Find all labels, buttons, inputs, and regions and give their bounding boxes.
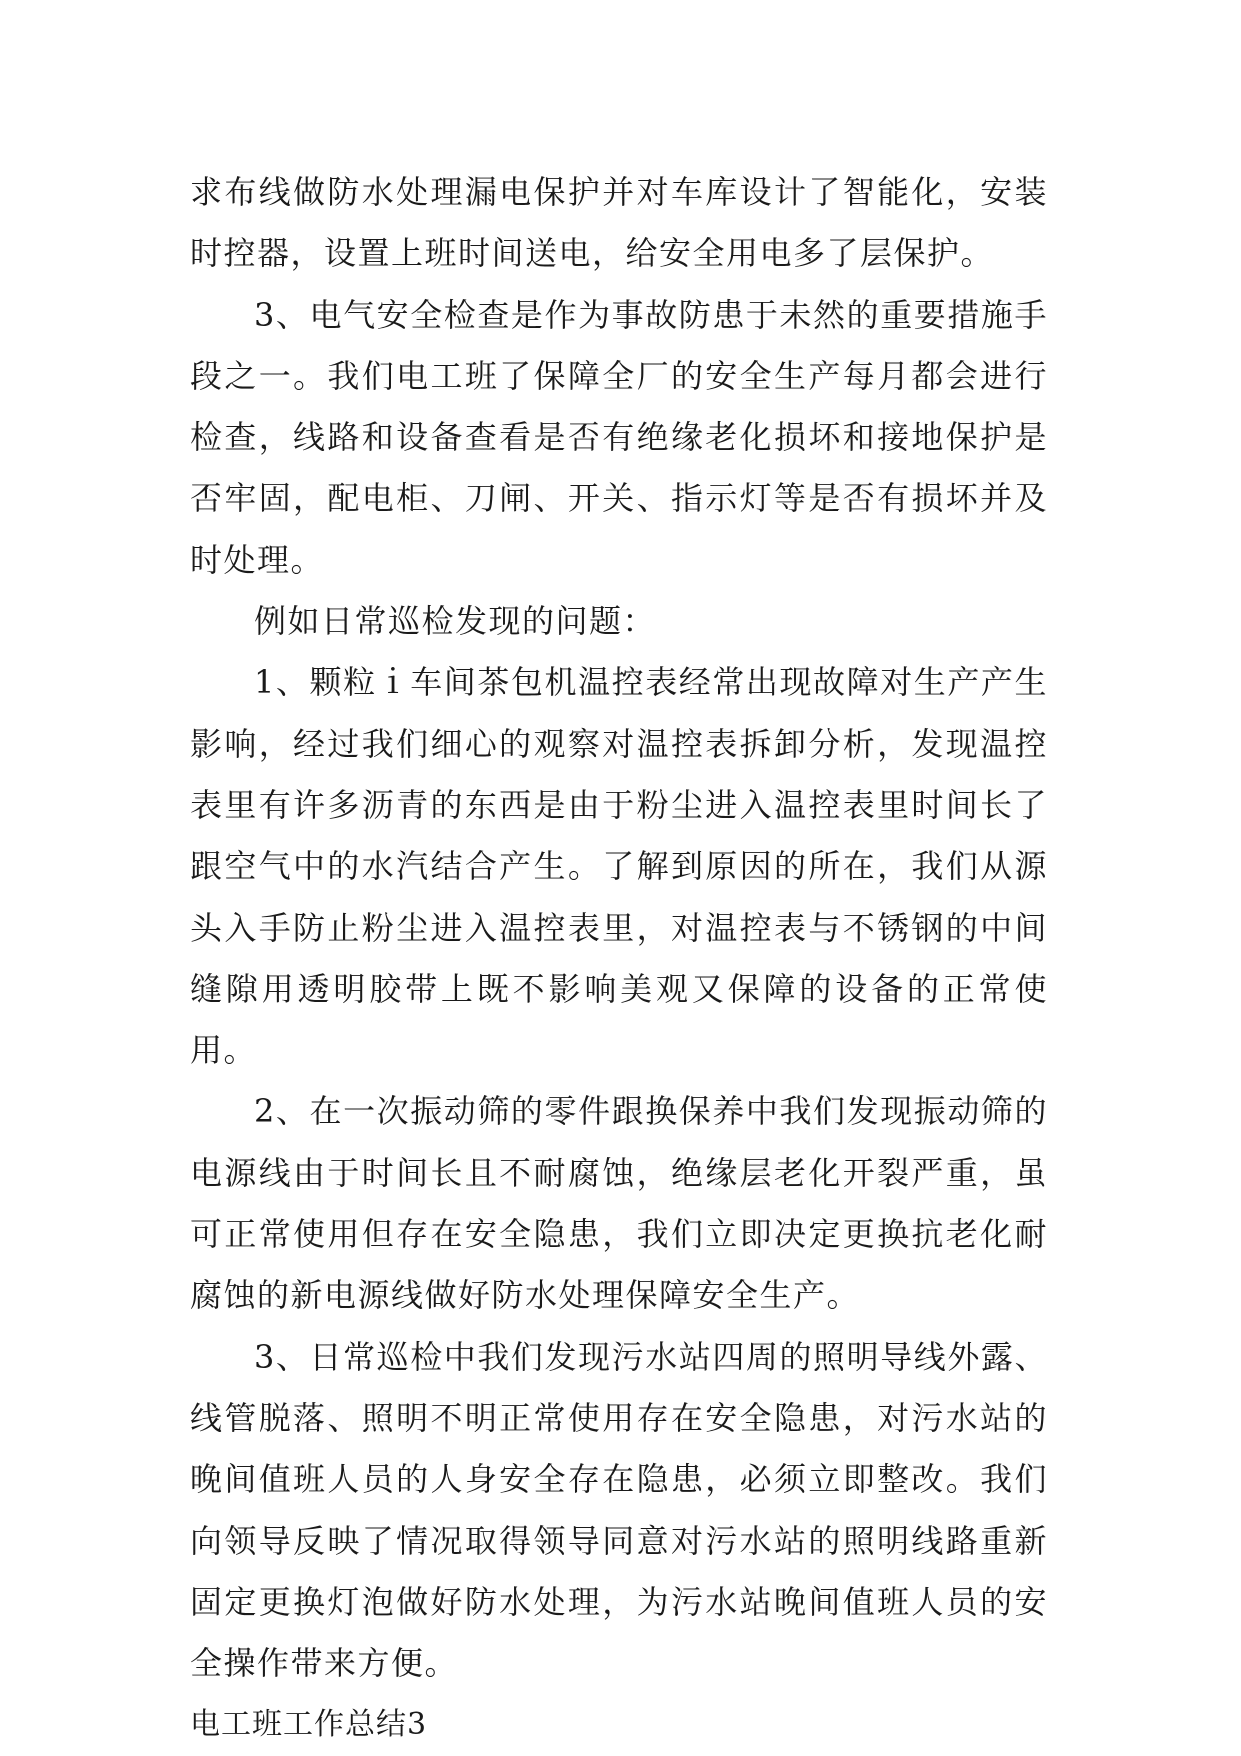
paragraph-electrical-inspection: 3、电气安全检查是作为事故防患于未然的重要措施手段之一。我们电工班了保障全厂的安全生产每月都会进行检查，线路和设备查看是否有绝缘老化损坏和接地保护是否牢固，配电柜、刀闸、开关、指示灯等是否有损坏并及时处理。 — [190, 295, 1048, 579]
paragraph-issue-3: 3、日常巡检中我们发现污水站四周的照明导线外露、线管脱落、照明不明正常使用存在安全隐患，对污水站的晚间值班人员的人身安全存在隐患，必须立即整改。我们向领导反映了情况取得领导同意对污水站的照明线路重新固定更换灯泡做好防水处理，为污水站晚间值班人员的安全操作带来方便。 — [190, 1337, 1048, 1683]
section-heading: 电工班工作总结3 — [190, 1707, 428, 1743]
paragraph-issue-2: 2、在一次振动筛的零件跟换保养中我们发现振动筛的电源线由于时间长且不耐腐蚀，绝缘层老化开裂严重，虽可正常使用但存在安全隐患，我们立即决定更换抗老化耐腐蚀的新电源线做好防水处理保障安全生产。 — [190, 1092, 1048, 1315]
paragraph-issue-1: 1、颗粒ｉ车间茶包机温控表经常出现故障对生产产生影响，经过我们细心的观察对温控表拆卸分析，发现温控表里有许多沥青的东西是由于粉尘进入温控表里时间长了跟空气中的水汽结合产生。了解到原因的所在，我们从源头入手防止粉尘进入温控表里，对温控表与不锈钢的中间缝隙用透明胶带上既不影响美观又保障的设备的正常使用。 — [190, 663, 1048, 1070]
paragraph-continuation: 求布线做防水处理漏电保护并对车库设计了智能化，安装时控器，设置上班时间送电，给安全用电多了层保护。 — [190, 173, 1048, 273]
paragraph-patrol-intro: 例如日常巡检发现的问题： — [254, 602, 657, 641]
document-page — [190, 162, 1048, 1756]
